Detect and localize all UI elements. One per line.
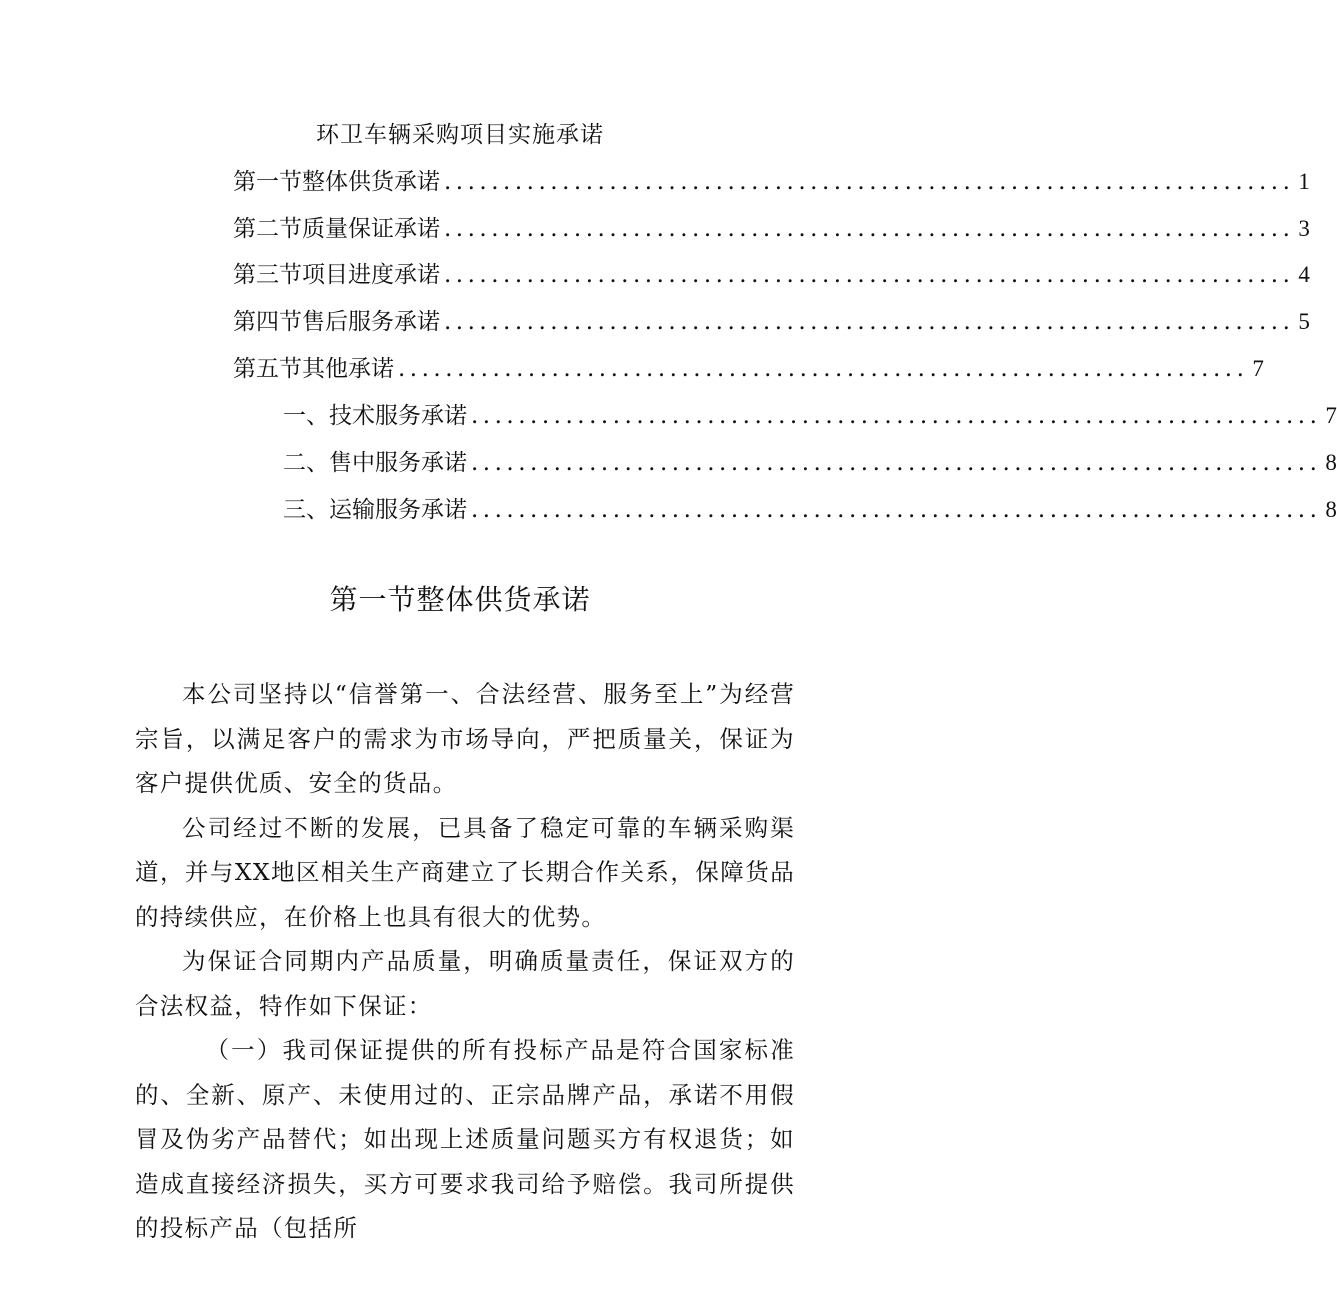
toc-entry[interactable] <box>233 212 1310 246</box>
toc-entry-page: 7 <box>1252 356 1264 381</box>
toc-entry-label: 第三节项目进度承诺 <box>233 262 440 288</box>
toc-entry[interactable] <box>233 258 1310 292</box>
toc-entry-label: 第四节售后服务承诺 <box>233 309 440 335</box>
body-paragraph: 为保证合同期内产品质量，明确质量责任，保证双方的合法权益，特作如下保证： <box>135 947 795 1020</box>
body-paragraph: 公司经过不断的发展，已具备了稳定可靠的车辆采购渠道，并与XX地区相关生产商建立了长期合作关系，保障货品的持续供应，在价格上也具有很大的优势。 <box>135 813 795 931</box>
toc-entry[interactable] <box>233 165 1310 199</box>
toc-entry-page: 1 <box>1298 169 1310 194</box>
toc-leader-dots: ........................................................................ <box>444 216 1295 242</box>
toc-entry-label: 第五节其他承诺 <box>233 356 394 382</box>
toc-entry-label: 一、技术服务承诺 <box>283 403 467 429</box>
document-title: 环卫车辆采购项目实施承诺 <box>316 122 604 148</box>
section-body <box>135 672 795 1251</box>
toc-entry-page: 4 <box>1298 262 1310 287</box>
toc-entry-page: 8 <box>1325 450 1337 475</box>
toc-entry-label: 第一节整体供货承诺 <box>233 169 440 195</box>
toc-leader-dots: ........................................................................ <box>471 403 1322 429</box>
toc-entry[interactable] <box>233 305 1310 339</box>
toc-entry-page: 8 <box>1325 497 1337 522</box>
toc-subentry[interactable] <box>283 446 1337 480</box>
toc-entry-page: 5 <box>1298 309 1310 334</box>
toc-leader-dots: ........................................................................ <box>471 450 1322 476</box>
toc-entry-page: 3 <box>1298 216 1310 241</box>
toc-entry-page: 7 <box>1325 403 1337 428</box>
toc-entry-label: 第二节质量保证承诺 <box>233 216 440 242</box>
toc-entry-label: 二、售中服务承诺 <box>283 450 467 476</box>
toc-entry[interactable] <box>233 352 1264 386</box>
section-heading: 第一节整体供货承诺 <box>329 583 591 616</box>
toc-leader-dots: ........................................................................ <box>444 169 1295 195</box>
toc-leader-dots: ........................................................................ <box>444 262 1295 288</box>
body-paragraph: 本公司坚持以“信誉第一、合法经营、服务至上”为经营宗旨，以满足客户的需求为市场导向，严把质量关，保证为客户提供优质、安全的货品。 <box>135 680 795 797</box>
body-paragraph-item: （一）我司保证提供的所有投标产品是符合国家标准的、全新、原产、未使用过的、正宗品牌产品，承诺不用假冒及伪劣产品替代；如出现上述质量问题买方有权退货；如造成直接经济损失，买方可要求我司给予赔偿。我司所提供的投标产品（包括所 <box>135 1036 795 1242</box>
toc-leader-dots: ........................................................................ <box>444 309 1295 335</box>
toc-leader-dots: ........................................................................ <box>471 497 1322 523</box>
toc-subentry[interactable] <box>283 493 1337 527</box>
toc-entry-label: 三、运输服务承诺 <box>283 497 467 523</box>
toc-subentry[interactable] <box>283 399 1337 433</box>
toc-leader-dots: ........................................................................ <box>398 356 1249 382</box>
